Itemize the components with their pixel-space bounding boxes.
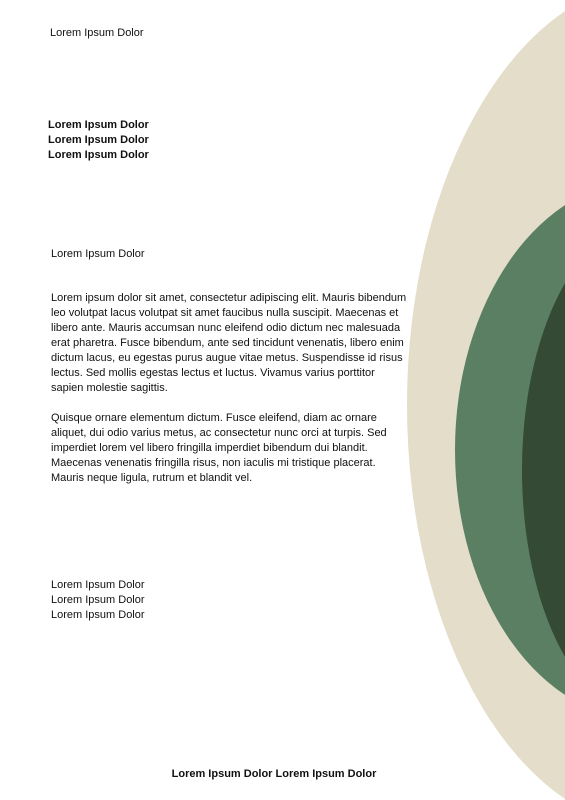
recipient-line: Lorem Ipsum Dolor [48,134,149,146]
header-label: Lorem Ipsum Dolor [50,27,144,39]
recipient-line: Lorem Ipsum Dolor [48,149,149,161]
signature-line: Lorem Ipsum Dolor [51,579,145,591]
recipient-line: Lorem Ipsum Dolor [48,119,149,131]
signature-line: Lorem Ipsum Dolor [51,594,145,606]
recipient-block [48,118,149,163]
body-paragraph: Lorem ipsum dolor sit amet, consectetur adipiscing elit. Mauris bibendum leo volutpat lacus volutpat sit amet faucibus nulla suscipit. Maecenas et libero ante. Mauris accumsan nunc eleifend odio dictum nec malesuada erat pharetra. Fusce bibendum, ante sed tincidunt venenatis, libero enim dictum lacus, eu egestas purus augue vitae metus. Suspendisse id risus lectus. Sed mollis egestas lectus et luctus. Vivamus varius porttitor sapien molestie sagittis. [51,292,407,394]
body-text [51,291,407,501]
signature-line: Lorem Ipsum Dolor [51,609,145,621]
footer-text: Lorem Ipsum Dolor Lorem Ipsum Dolor [171,768,377,780]
subheading: Lorem Ipsum Dolor [51,248,145,260]
body-paragraph: Quisque ornare elementum dictum. Fusce eleifend, diam ac ornare aliquet, dui odio varius metus, ac consectetur nunc orci at turpis. Sed imperdiet lorem vel libero fringilla imperdiet bibendum dui blandit. Maecenas venenatis fringilla risus, non iaculis mi tristique placerat. Mauris neque ligula, rutrum et blandit vel. [51,412,387,484]
signature-block [51,578,145,623]
